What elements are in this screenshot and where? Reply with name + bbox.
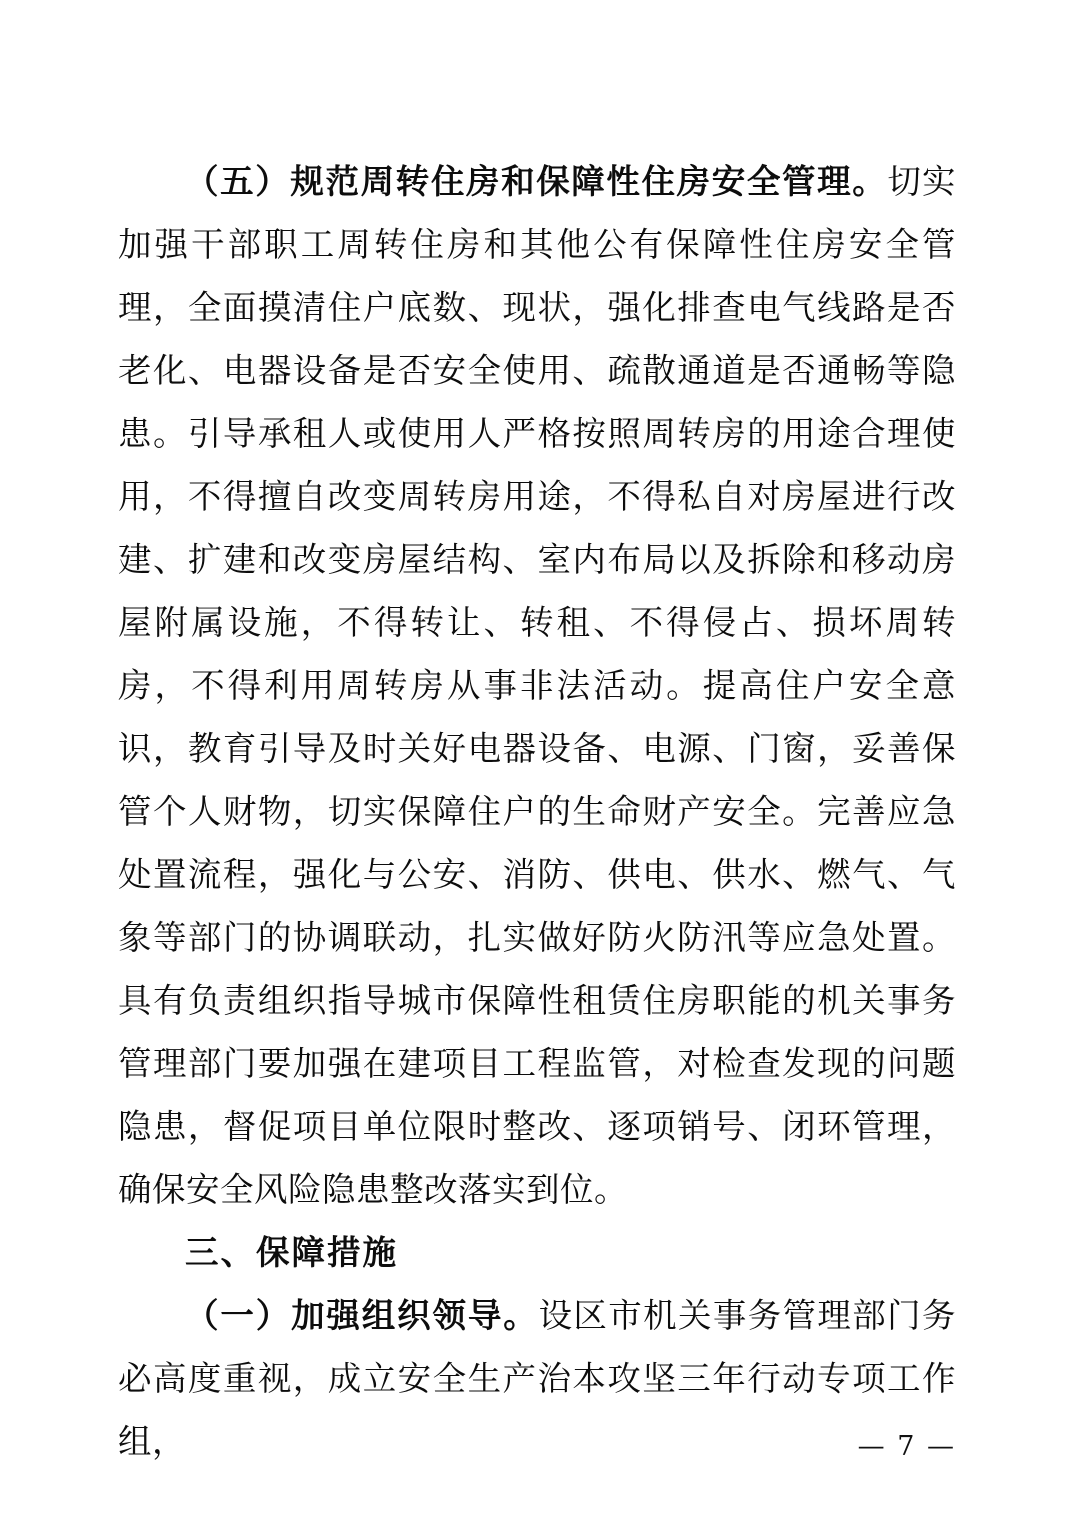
paragraph-one-text: 设区市机关事务管理部门务必高度重视，成立安全生产治本攻坚三年行动专项工作组， xyxy=(118,1296,957,1461)
paragraph-five-lead: （五）规范周转住房和保障性住房安全管理。 xyxy=(185,162,888,201)
paragraph-five xyxy=(118,150,956,1221)
page-number: — 7 — xyxy=(857,1431,956,1462)
paragraph-five-text: 切实加强干部职工周转住房和其他公有保障性住房安全管理，全面摸清住户底数、现状，强化排查电气线路是否老化、电器设备是否安全使用、疏散通道是否通畅等隐患。引导承租人或使用人严格按照周转房的用途合理使用，不得擅自改变周转房用途，不得私自对房屋进行改建、扩建和改变房屋结构、室内布局以及拆除和移动房屋附属设施，不得转让、转租、不得侵占、损坏周转房，不得利用周转房从事非法活动。提高住户安全意识，教育引导及时关好电器设备、电源、门窗，妥善保管个人财物，切实保障住户的生命财产安全。完善应急处置流程，强化与公安、消防、供电、供水、燃气、气象等部门的协调联动，扎实做好防火防汛等应急处置。具有负责组织指导城市保障性租赁住房职能的机关事务管理部门要加强在建项目工程监管，对检查发现的问题隐患，督促项目单位限时整改、逐项销号、闭环管理，确保安全风险隐患整改落实到位。 xyxy=(118,162,957,1209)
document-body xyxy=(118,150,956,1473)
paragraph-one-lead: （一）加强组织领导。 xyxy=(185,1296,539,1335)
section-heading-three: 三、保障措施 xyxy=(185,1233,398,1272)
paragraph-one xyxy=(118,1284,956,1473)
